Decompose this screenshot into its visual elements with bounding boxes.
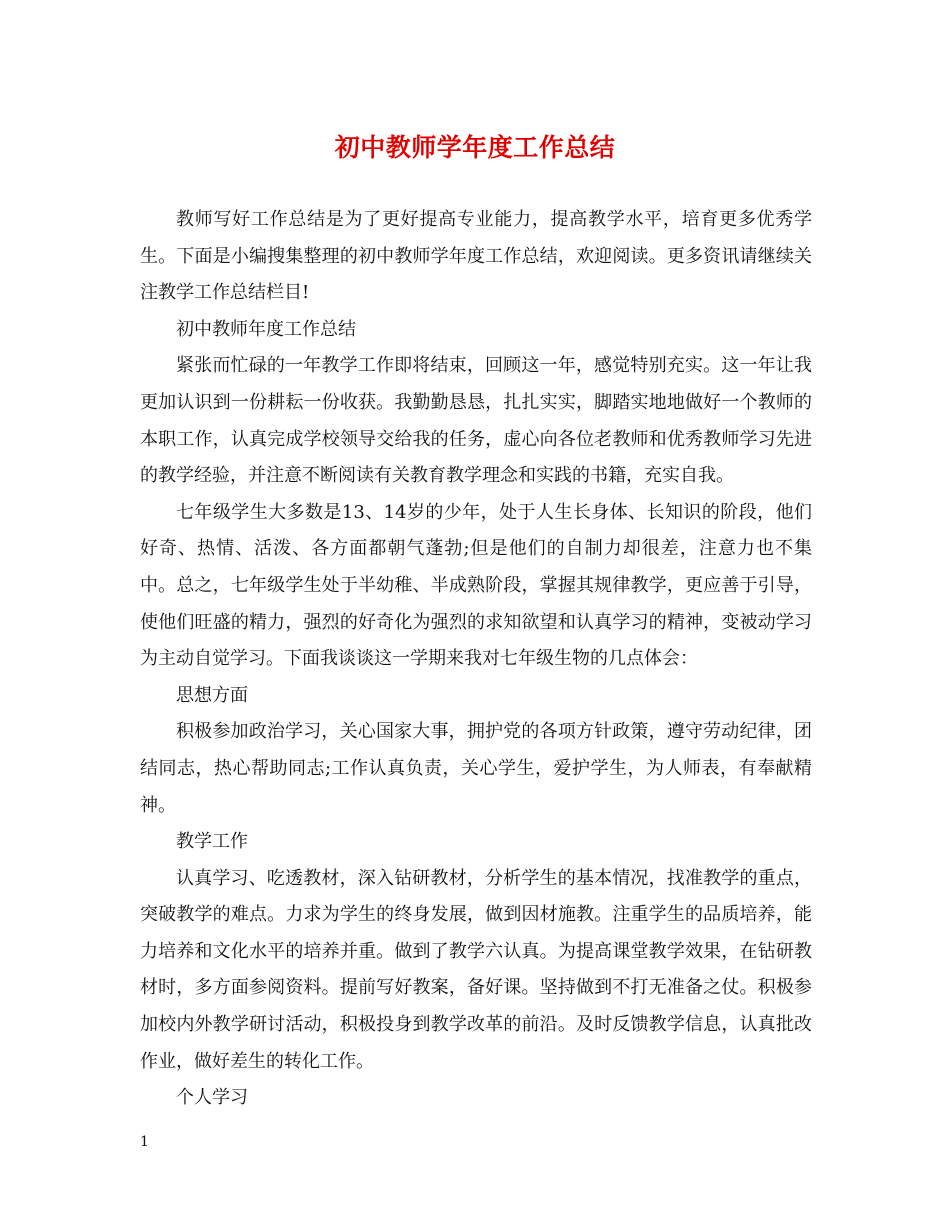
page-number: 1	[140, 1134, 149, 1150]
document-title: 初中教师学年度工作总结	[334, 133, 616, 162]
body-paragraph: 认真学习、吃透教材，深入钻研教材，分析学生的基本情况，找准教学的重点，突破教学的难点。力求为学生的终身发展，做到因材施教。注重学生的品质培养，能力培养和文化水平的培养并重。做到了教学六认真。为提高课堂教学效果，在钻研教材时，多方面参阅资料。提前写好教案，备好课。坚持做到不打无准备之仗。积极参加校内外教学研讨活动，积极投身到教学改革的前沿。及时反馈教学信息，认真批改作业，做好差生的转化工作。	[140, 867, 812, 1072]
body-paragraph: 紧张而忙碌的一年教学工作即将结束，回顾这一年，感觉特别充实。这一年让我更加认识到一份耕耘一份收获。我勤勤恳恳，扎扎实实，脚踏实地地做好一个教师的本职工作，认真完成学校领导交给我的任务，虚心向各位老教师和优秀教师学习先进的教学经验，并注意不断阅读有关教育教学理念和实践的书籍，充实自我。	[140, 355, 812, 487]
document-body	[140, 202, 812, 1117]
body-paragraph: 积极参加政治学习，关心国家大事，拥护党的各项方针政策，遵守劳动纪律，团结同志，热心帮助同志;工作认真负责，关心学生，爱护学生，为人师表，有奉献精神。	[140, 721, 812, 816]
section-heading-annual-summary: 初中教师年度工作总结	[176, 318, 356, 340]
section-heading-teaching: 教学工作	[176, 831, 248, 853]
section-heading-personal-study: 个人学习	[176, 1087, 248, 1109]
body-paragraph: 七年级学生大多数是13、14岁的少年，处于人生长身体、长知识的阶段，他们好奇、热情、活泼、各方面都朝气蓬勃;但是他们的自制力却很差，注意力也不集中。总之，七年级学生处于半幼稚、半成熟阶段，掌握其规律教学，更应善于引导，使他们旺盛的精力，强烈的好奇化为强烈的求知欲望和认真学习的精神，变被动学习为主动自觉学习。下面我谈谈这一学期来我对七年级生物的几点体会：	[140, 501, 812, 670]
section-heading-ideology: 思想方面	[176, 684, 248, 706]
intro-paragraph: 教师写好工作总结是为了更好提高专业能力，提高教学水平，培育更多优秀学生。下面是小编搜集整理的初中教师学年度工作总结，欢迎阅读。更多资讯请继续关注教学工作总结栏目!	[140, 209, 812, 304]
